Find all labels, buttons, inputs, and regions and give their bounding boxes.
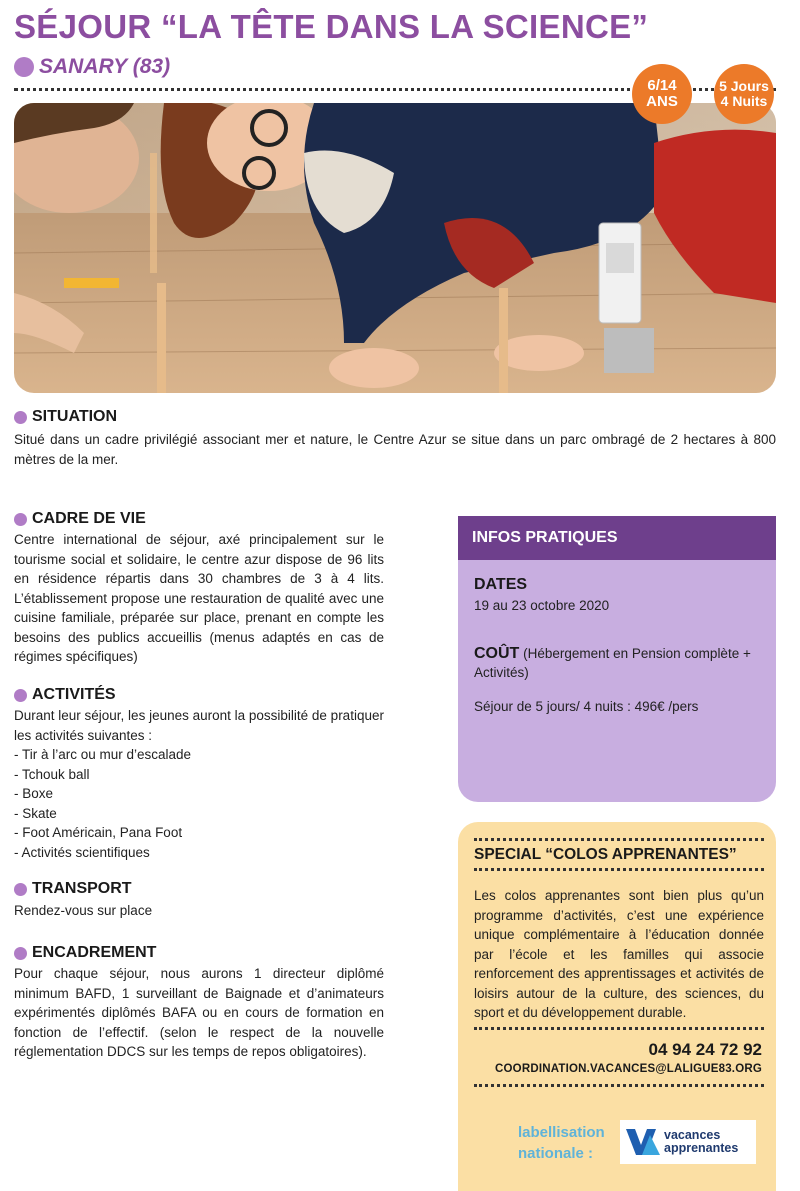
- panel-dotted-divider: [474, 838, 764, 841]
- labellisation-line1: labellisation: [518, 1124, 605, 1141]
- list-item: - Activités scientifiques: [14, 844, 150, 860]
- dates-label: DATES: [474, 576, 528, 593]
- hero-photo: [14, 103, 776, 393]
- logo-line1: vacances: [664, 1128, 721, 1142]
- cadre-de-vie-text: Centre international de séjour, axé principalement sur le tourisme social et solidaire, le centre azur dispose de 96 lits en résidence répartis dans 30 chambres de 3 à 4 lits. L’établissement propose une restauration de qualité avec une cuisine familiale, préparée sur place, prenant en compte les besoins des publics accueillis (menus adaptés en cas de régimes spécifiques): [14, 532, 384, 664]
- list-item: - Tir à l’arc ou mur d’escalade: [14, 747, 192, 762]
- panel-dotted-divider: [474, 1084, 764, 1087]
- age-badge: [632, 64, 692, 124]
- bullet-dot-icon: [14, 689, 27, 702]
- activites-intro: Durant leur séjour, les jeunes auront la possibilité de pratiquer les activités suivantes :: [14, 708, 384, 743]
- cout-line: [474, 644, 764, 683]
- transport-text: Rendez-vous sur place: [14, 903, 153, 918]
- duration-badge: [714, 64, 774, 124]
- duration-badge-nights: 4 Nuits: [720, 93, 768, 109]
- infos-pratiques-panel: [458, 516, 776, 802]
- panel-dotted-divider: [474, 868, 764, 871]
- logo-line2: apprenantes: [664, 1141, 739, 1155]
- bullet-dot-icon: [14, 947, 27, 960]
- age-badge-unit: ANS: [646, 93, 678, 110]
- price-text: Séjour de 5 jours/ 4 nuits : 496€ /pers: [474, 698, 699, 714]
- va-logo-icon: [626, 1129, 660, 1155]
- duration-badge-days: 5 Jours: [719, 77, 769, 94]
- infos-pratiques-title: INFOS PRATIQUES: [458, 516, 776, 560]
- situation-heading: [14, 408, 117, 426]
- infos-content: [474, 576, 764, 716]
- location-text: SANARY (83): [39, 55, 171, 78]
- bullet-dot-icon: [14, 57, 34, 77]
- labellisation-label: [518, 1122, 605, 1164]
- situation-text: Situé dans un cadre privilégié associant mer et nature, le Centre Azur se situe dans un parc ombragé de 2 hectares à 800 mètres de la mer.: [14, 432, 776, 467]
- encadrement-heading: [14, 944, 156, 962]
- labellisation-line2: nationale :: [518, 1145, 594, 1162]
- special-text: Les colos apprenantes sont bien plus qu’un programme d’activités, c’est une expérience unique complémentaire à l’éducation donnée par l’école et les familles qui associe renforcement des apprentissages et activités de loisirs autour de la culture, des sciences, du sport et du développement durable.: [474, 888, 764, 1020]
- encadrement-title: ENCADREMENT: [32, 944, 157, 961]
- activites-heading: [14, 686, 116, 704]
- activites-title: ACTIVITÉS: [32, 686, 116, 703]
- transport-title: TRANSPORT: [32, 880, 132, 897]
- phone-number[interactable]: 04 94 24 72 92: [648, 1040, 762, 1059]
- cout-label: COÛT: [474, 644, 520, 662]
- panel-dotted-divider: [474, 1027, 764, 1030]
- email-address[interactable]: COORDINATION.VACANCES@LALIGUE83.ORG: [495, 1063, 762, 1075]
- bullet-dot-icon: [14, 883, 27, 896]
- situation-title: SITUATION: [32, 408, 118, 425]
- dates-value: 19 au 23 octobre 2020: [474, 598, 610, 613]
- list-item: - Foot Américain, Pana Foot: [14, 825, 183, 840]
- special-title: SPECIAL “COLOS APPRENANTES”: [474, 846, 737, 863]
- cout-detail: (Hébergement en Pension complète + Activités): [474, 645, 751, 680]
- logo-text: [664, 1129, 738, 1155]
- colos-apprenantes-panel: [458, 822, 776, 1191]
- cadre-de-vie-heading: [14, 510, 146, 528]
- vacances-apprenantes-logo: [620, 1120, 756, 1164]
- list-item: - Skate: [14, 805, 57, 821]
- transport-heading: [14, 880, 132, 898]
- encadrement-text: Pour chaque séjour, nous aurons 1 directeur diplômé minimum BAFD, 1 surveillant de Baignade et d’animateurs expérimentés diplômés BAFA ou en cours de formation en fonction de l’effectif. (selon le respect de la nouvelle réglementation DDCS sur les temps de repos obligatoires).: [14, 966, 384, 1059]
- activites-block: [14, 706, 384, 862]
- list-item: - Boxe: [14, 786, 54, 801]
- location-subtitle: [14, 55, 170, 79]
- list-item: - Tchouk ball: [14, 766, 90, 782]
- bullet-dot-icon: [14, 411, 27, 424]
- bullet-dot-icon: [14, 513, 27, 526]
- age-badge-range: 6/14: [647, 76, 677, 94]
- page-title: SÉJOUR “LA TÊTE DANS LA SCIENCE”: [14, 8, 649, 45]
- cadre-de-vie-title: CADRE DE VIE: [32, 510, 146, 527]
